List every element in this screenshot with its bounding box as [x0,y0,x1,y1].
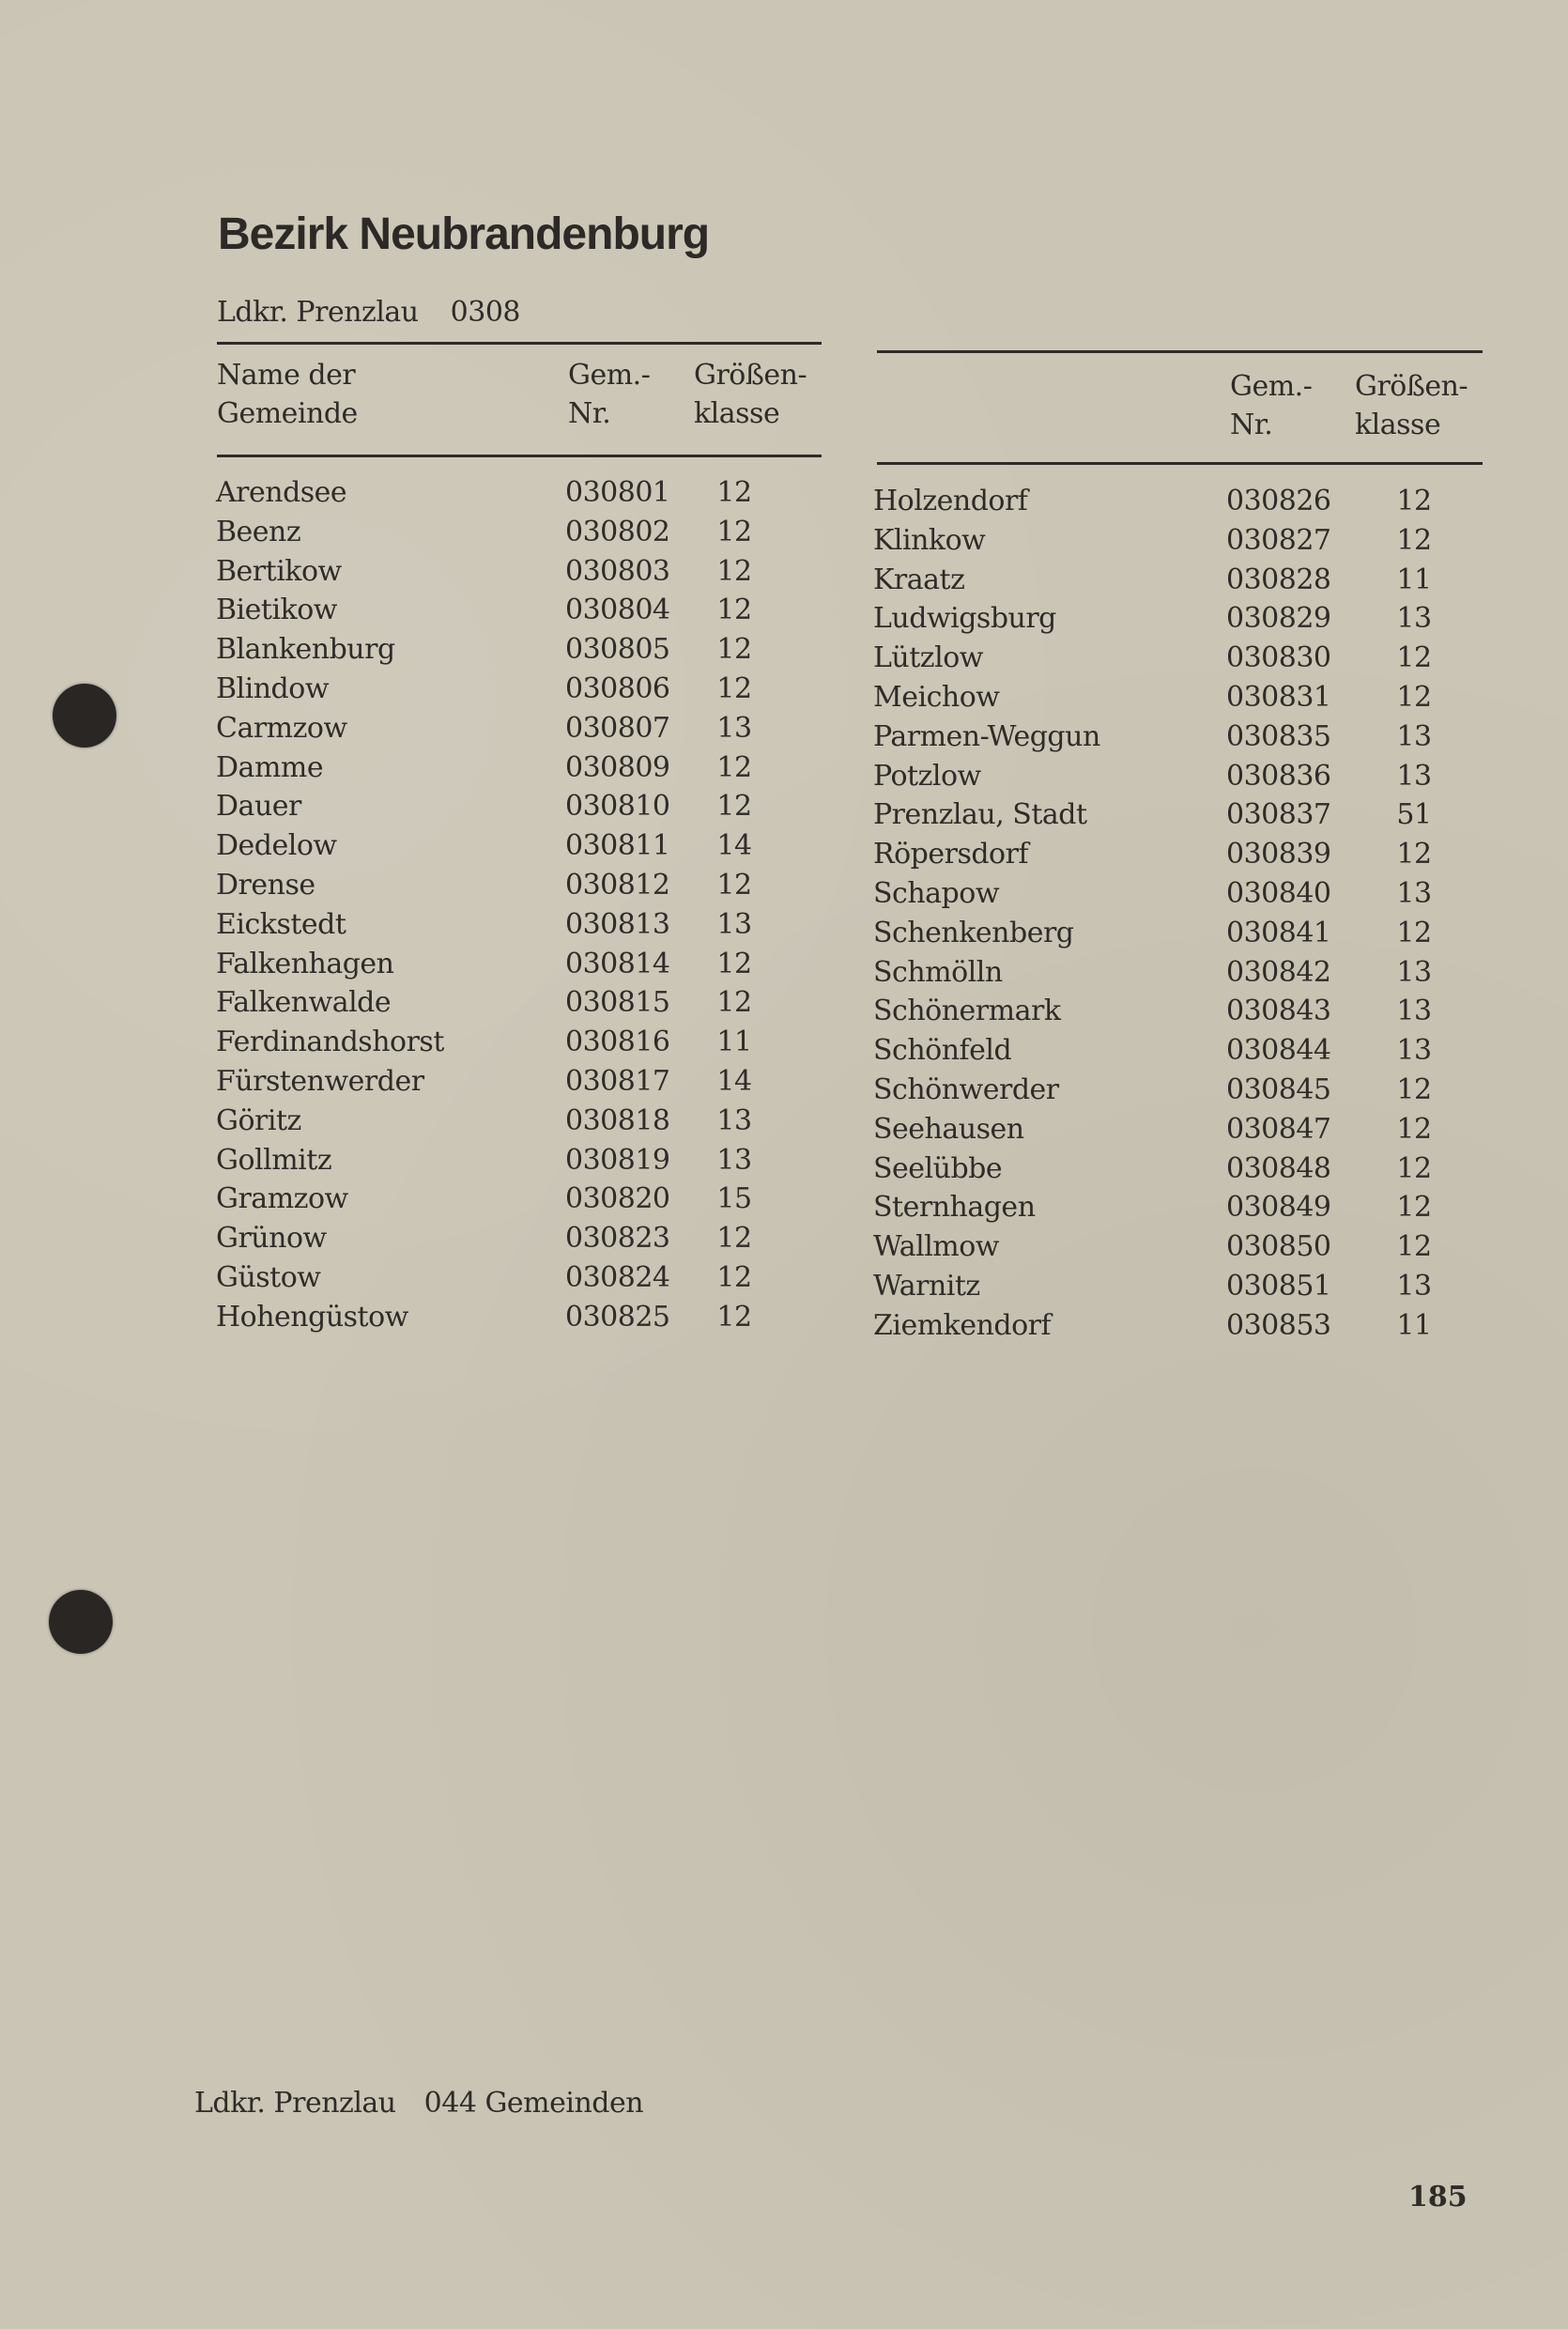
municipality-name: Bertikow [216,554,342,588]
column-header-nr-right: Gem.- Nr. [1230,370,1313,441]
size-class: 12 [716,515,752,548]
municipality-number: 030806 [565,671,670,705]
size-class: 12 [1396,916,1432,949]
size-class: 12 [716,986,752,1020]
municipality-number: 030823 [565,1222,670,1256]
size-class: 13 [1396,759,1432,793]
municipality-name: Parmen-Weggun [873,719,1100,753]
size-class: 14 [716,1064,752,1098]
size-class: 12 [1396,1151,1432,1185]
municipality-number: 030812 [565,868,670,902]
size-class: 12 [1396,1230,1432,1264]
municipality-number: 030831 [1226,680,1331,714]
municipality-name: Lützlow [873,641,983,675]
municipality-name: Kraatz [873,563,965,596]
size-class: 13 [716,907,752,941]
municipality-name: Wallmow [873,1230,999,1264]
municipality-number: 030816 [565,1026,670,1059]
municipality-name: Schenkenberg [873,916,1074,949]
footer-count: 044 Gemeinden [423,2087,644,2120]
municipality-number: 030850 [1226,1230,1331,1264]
municipality-name: Drense [216,868,315,902]
municipality-name: Dedelow [216,829,337,863]
municipality-name: Blindow [216,671,330,705]
size-class: 13 [1396,995,1432,1028]
footer-summary [194,2087,643,2120]
municipality-number: 030842 [1226,955,1331,989]
size-class: 12 [716,476,752,509]
size-class: 12 [716,554,752,588]
page-number: 185 [1408,2181,1468,2213]
municipality-number: 030824 [565,1260,670,1294]
size-class: 12 [1396,1191,1432,1225]
municipality-number: 030825 [565,1300,670,1334]
column-header-class: Größen- klasse [694,359,807,430]
municipality-name: Hohengüstow [216,1300,408,1334]
municipality-name: Grünow [216,1222,327,1256]
municipality-number: 030814 [565,947,670,980]
municipality-number: 030820 [565,1182,670,1216]
size-class: 12 [716,1300,752,1334]
size-class: 12 [1396,680,1432,714]
size-class: 11 [1396,1308,1432,1342]
municipality-number: 030841 [1226,916,1331,949]
divider [877,350,1483,353]
size-class: 13 [1396,955,1432,989]
size-class: 12 [1396,838,1432,871]
divider [877,462,1483,465]
divider [217,342,822,345]
size-class: 12 [716,594,752,627]
municipality-name: Schönfeld [873,1034,1012,1068]
municipality-number: 030829 [1226,602,1331,636]
size-class: 12 [716,947,752,980]
size-class: 13 [716,1143,752,1177]
size-class: 15 [716,1182,752,1216]
municipality-name: Klinkow [873,523,986,557]
municipality-name: Ludwigsburg [873,602,1056,636]
size-class: 13 [716,1103,752,1137]
municipality-number: 030802 [565,515,670,548]
municipality-name: Prenzlau, Stadt [873,798,1087,832]
size-class: 13 [1396,602,1432,636]
municipality-name: Güstow [216,1260,321,1294]
size-class: 13 [716,711,752,745]
size-class: 12 [716,633,752,667]
size-class: 12 [1396,641,1432,675]
municipality-name: Falkenwalde [216,986,392,1020]
size-class: 12 [716,1260,752,1294]
municipality-number: 030837 [1226,798,1331,832]
municipality-name: Schönermark [873,995,1061,1028]
municipality-number: 030844 [1226,1034,1331,1068]
municipality-name: Dauer [216,790,301,824]
municipality-name: Arendsee [216,476,347,509]
municipality-number: 030827 [1226,523,1331,557]
size-class: 13 [1396,876,1432,910]
column-header-class-right: Größen- klasse [1355,370,1468,441]
size-class: 11 [1396,563,1432,596]
municipality-name: Blankenburg [216,633,395,667]
municipality-number: 030803 [565,554,670,588]
size-class: 13 [1396,1269,1432,1303]
municipality-name: Beenz [216,515,301,548]
municipality-name: Seelübbe [873,1151,1003,1185]
punch-hole [53,684,116,748]
municipality-number: 030836 [1226,759,1331,793]
municipality-number: 030817 [565,1064,670,1098]
municipality-number: 030835 [1226,719,1331,753]
municipality-name: Schapow [873,876,1000,910]
municipality-number: 030811 [565,829,670,863]
size-class: 51 [1396,798,1432,832]
column-header-nr: Gem.- Nr. [568,359,651,430]
municipality-number: 030813 [565,907,670,941]
municipality-name: Eickstedt [216,907,346,941]
municipality-name: Schönwerder [873,1072,1059,1106]
divider [217,455,822,457]
municipality-number: 030828 [1226,563,1331,596]
municipality-name: Ziemkendorf [873,1308,1052,1342]
municipality-name: Röpersdorf [873,838,1029,871]
size-class: 12 [1396,1072,1432,1106]
municipality-name: Ferdinandshorst [216,1026,444,1059]
municipality-name: Fürstenwerder [216,1064,424,1098]
size-class: 12 [1396,485,1432,517]
municipality-number: 030815 [565,986,670,1020]
size-class: 13 [1396,1034,1432,1068]
size-class: 12 [716,868,752,902]
size-class: 12 [716,750,752,784]
municipality-name: Göritz [216,1103,301,1137]
size-class: 12 [716,790,752,824]
municipality-number: 030810 [565,790,670,824]
district-label: Ldkr. Prenzlau [217,296,419,329]
municipality-name: Seehausen [873,1112,1024,1146]
municipality-name: Bietikow [216,594,337,627]
municipality-number: 030851 [1226,1269,1331,1303]
municipality-number: 030801 [565,476,670,509]
municipality-name: Gramzow [216,1182,348,1216]
municipality-number: 030807 [565,711,670,745]
municipality-name: Falkenhagen [216,947,394,980]
size-class: 13 [1396,719,1432,753]
municipality-number: 030847 [1226,1112,1331,1146]
size-class: 12 [1396,523,1432,557]
size-class: 12 [716,1222,752,1256]
municipality-number: 030839 [1226,838,1331,871]
municipality-name: Gollmitz [216,1143,332,1177]
municipality-number: 030805 [565,633,670,667]
municipality-number: 030804 [565,594,670,627]
municipality-number: 030840 [1226,876,1331,910]
municipality-number: 030826 [1226,485,1331,517]
page-title: Bezirk Neubrandenburg [218,209,710,259]
municipality-name: Holzendorf [873,485,1028,517]
municipality-number: 030843 [1226,995,1331,1028]
column-header-name: Name der Gemeinde [217,359,358,430]
size-class: 11 [716,1026,752,1059]
municipality-number: 030819 [565,1143,670,1177]
district-heading [217,296,520,329]
size-class: 12 [716,671,752,705]
municipality-name: Potzlow [873,759,981,793]
municipality-number: 030830 [1226,641,1331,675]
municipality-number: 030853 [1226,1308,1331,1342]
municipality-number: 030848 [1226,1151,1331,1185]
size-class: 14 [716,829,752,863]
municipality-name: Carmzow [216,711,347,745]
municipality-number: 030845 [1226,1072,1331,1106]
municipality-name: Sternhagen [873,1191,1036,1225]
footer-district: Ldkr. Prenzlau [194,2087,396,2120]
municipality-number: 030849 [1226,1191,1331,1225]
municipality-name: Damme [216,750,324,784]
district-code: 0308 [450,296,520,329]
municipality-number: 030809 [565,750,670,784]
punch-hole [49,1590,113,1654]
size-class: 12 [1396,1112,1432,1146]
municipality-name: Schmölln [873,955,1003,989]
municipality-number: 030818 [565,1103,670,1137]
municipality-name: Meichow [873,680,1000,714]
municipality-name: Warnitz [873,1269,980,1303]
